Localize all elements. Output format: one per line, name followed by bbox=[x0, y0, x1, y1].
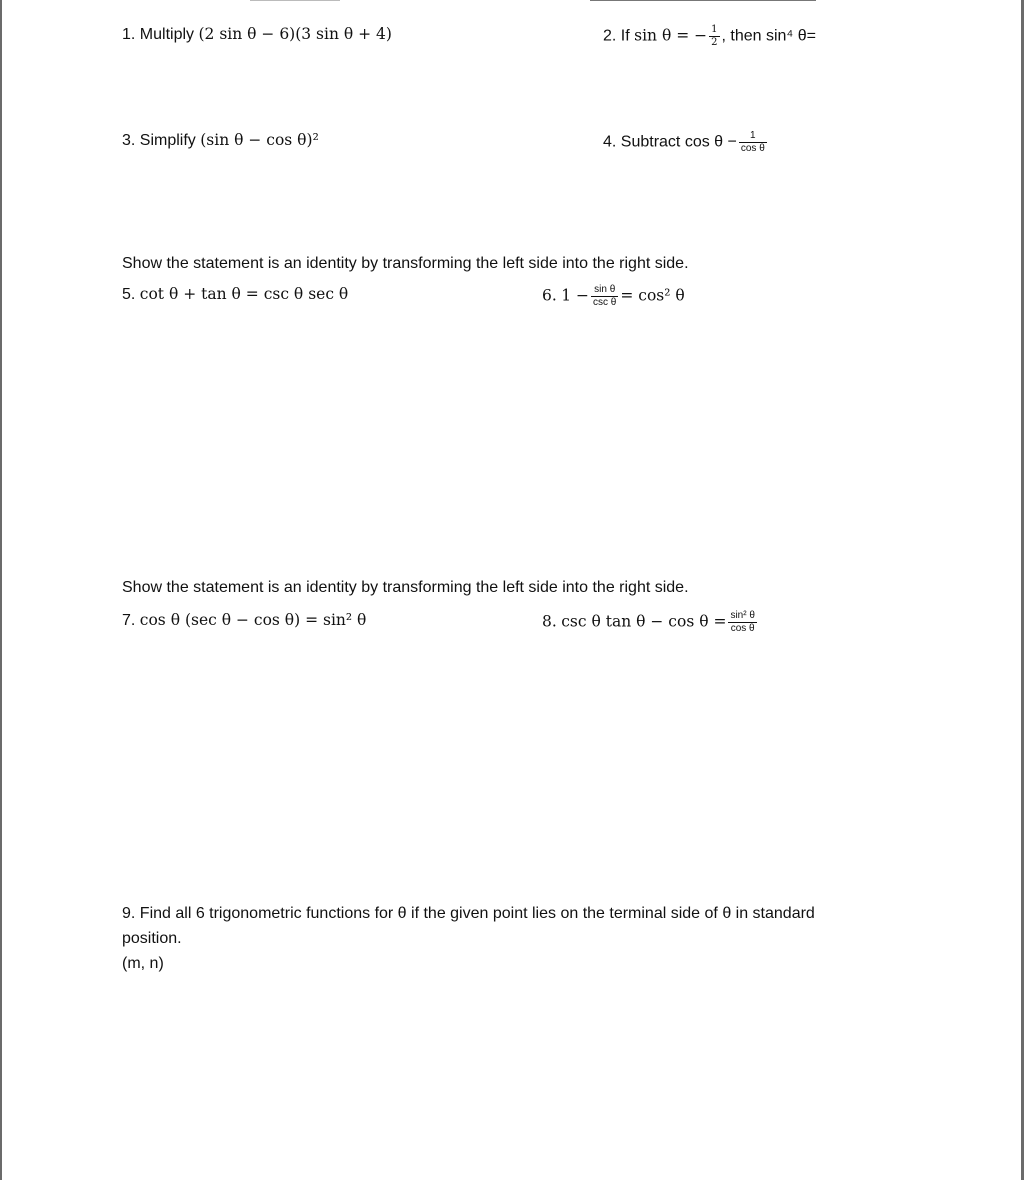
top-rule-faint bbox=[250, 0, 340, 1]
problem-6-label: 6. bbox=[542, 286, 557, 305]
problem-6-frac-num: sin θ bbox=[591, 284, 618, 297]
problem-7-label: 7. bbox=[122, 612, 136, 629]
problem-5-expression: cot θ + tan θ = csc θ sec θ bbox=[139, 285, 349, 303]
problem-9 bbox=[122, 901, 902, 976]
problem-3-label: 3. Simplify bbox=[122, 132, 196, 149]
identity-instruction-2: Show the statement is an identity by transforming the left side into the right side. bbox=[122, 579, 689, 596]
problem-1-label: 1. Multiply bbox=[122, 26, 195, 43]
problem-3-expression: (sin θ − cos θ)² bbox=[200, 131, 319, 149]
problem-2-frac-den: 2 bbox=[711, 37, 718, 48]
problem-2-label: 2. If bbox=[603, 27, 630, 45]
problem-4-fraction bbox=[739, 130, 767, 155]
problem-9-line-2: position. bbox=[122, 930, 182, 947]
top-answer-line bbox=[590, 0, 816, 1]
problem-4-frac-den: cos θ bbox=[740, 143, 765, 154]
problem-5 bbox=[122, 284, 348, 305]
problem-6-rhs: = cos² θ bbox=[620, 286, 685, 305]
problem-3 bbox=[122, 130, 319, 151]
problem-9-line-1: 9. Find all 6 trigonometric functions for θ if the given point lies on the terminal side of θ in standard bbox=[122, 905, 815, 922]
problem-4-frac-num: 1 bbox=[739, 130, 767, 143]
problem-8-label: 8. bbox=[542, 612, 557, 631]
problem-6-lead: 1 − bbox=[561, 286, 590, 305]
identity-instruction-1: Show the statement is an identity by transforming the left side into the right side. bbox=[122, 255, 689, 272]
problem-8 bbox=[542, 610, 759, 635]
problem-8-frac-num: sin² θ bbox=[730, 610, 755, 621]
problem-2-fraction bbox=[709, 24, 719, 49]
problem-1-expression: (2 sin θ − 6)(3 sin θ + 4) bbox=[198, 25, 392, 43]
problem-2 bbox=[603, 24, 816, 49]
problem-2-after: , then sin⁴ θ= bbox=[721, 27, 816, 45]
page-border-left bbox=[0, 0, 2, 1180]
problem-2-lhs: sin θ = − bbox=[634, 26, 708, 45]
problem-6-fraction bbox=[591, 284, 618, 309]
problem-7-expression: cos θ (sec θ − cos θ) = sin² θ bbox=[139, 611, 367, 629]
problem-8-fraction bbox=[728, 610, 756, 635]
problem-7 bbox=[122, 610, 366, 631]
problem-6 bbox=[542, 284, 685, 309]
problem-9-point: (m, n) bbox=[122, 955, 164, 972]
problem-8-expression: csc θ tan θ − cos θ = bbox=[561, 612, 727, 631]
problem-4-label: 4. Subtract bbox=[603, 133, 681, 151]
problem-4 bbox=[603, 130, 769, 155]
problem-4-expression: cos θ − bbox=[684, 133, 737, 151]
problem-6-frac-den: csc θ bbox=[593, 297, 617, 308]
problem-2-frac-num: 1 bbox=[711, 24, 718, 35]
problem-8-frac-den: cos θ bbox=[730, 623, 755, 634]
problem-5-label: 5. bbox=[122, 286, 136, 303]
problem-1 bbox=[122, 24, 392, 45]
